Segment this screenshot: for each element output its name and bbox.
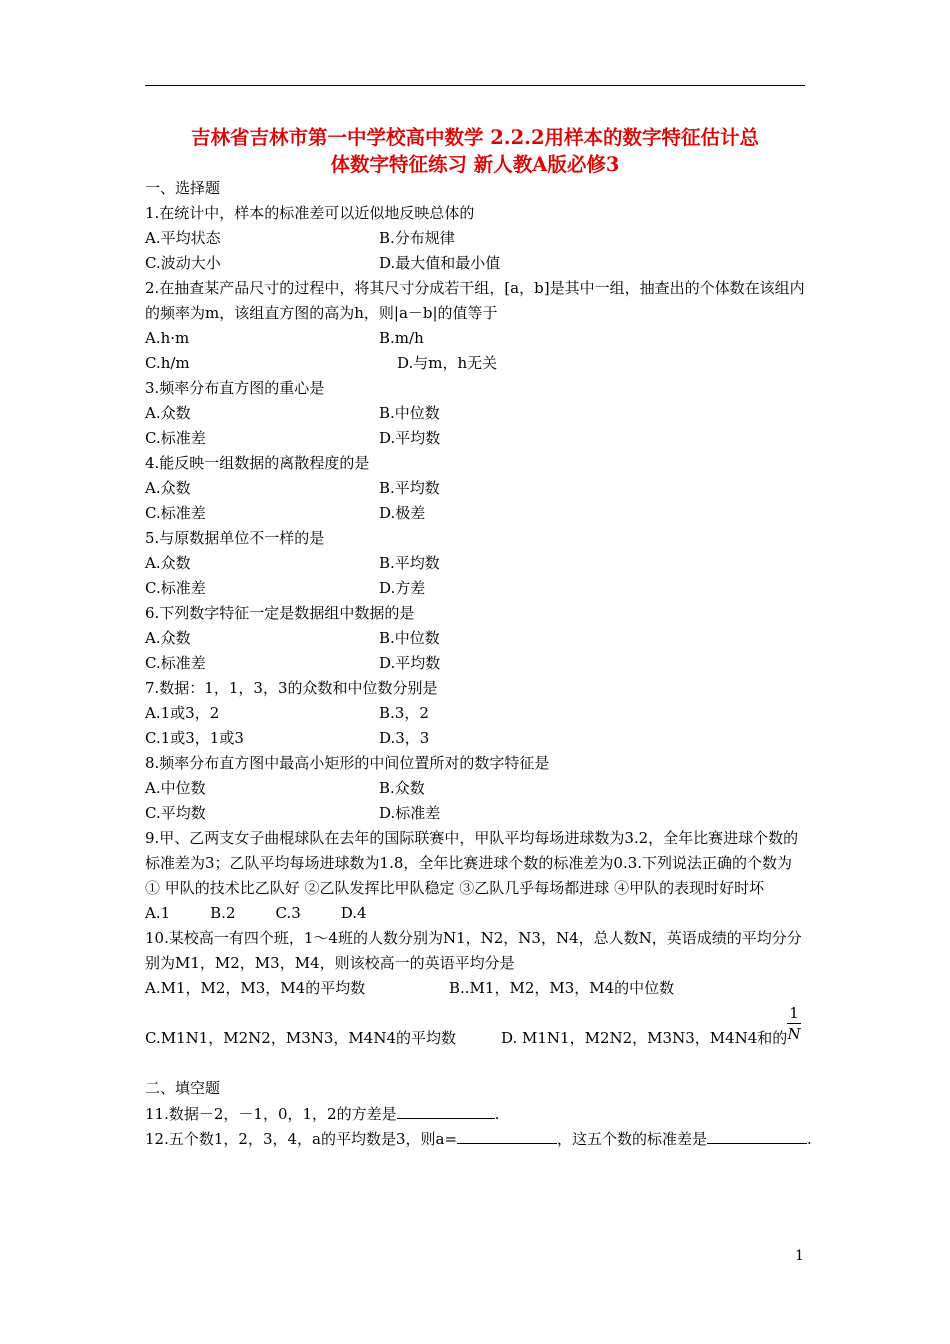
option-c: C.3 <box>275 904 301 922</box>
option-d: D.与m，h无关 <box>397 354 498 372</box>
section-heading-fill-in: 二、填空题 <box>145 1079 221 1097</box>
fraction-one-over-n <box>787 1004 801 1043</box>
document-title <box>130 124 820 178</box>
option-b: B.2 <box>210 904 236 922</box>
option-b: B..M1，M2，M3，M4的中位数 <box>449 979 675 997</box>
document-body <box>145 176 810 1151</box>
question-6-stem: 6.下列数字特征一定是数据组中数据的是 <box>145 604 415 622</box>
question-3-stem: 3.频率分布直方图的重心是 <box>145 379 325 397</box>
option-a: A.众数 <box>145 479 191 497</box>
option-d: D.平均数 <box>379 654 441 672</box>
answer-blank[interactable] <box>397 1101 495 1119</box>
header-rule <box>145 85 805 86</box>
option-a: A.h·m <box>145 329 190 347</box>
question-9-stem: 9.甲、乙两支女子曲棍球队在去年的国际联赛中，甲队平均每场进球数为3.2，全年比赛进球个数的标准差为3；乙队平均每场进球数为1.8，全年比赛进球个数的标准差为0.3.下列说法正确的个数为 <box>145 829 799 872</box>
option-b: B.中位数 <box>379 404 440 422</box>
page-number: 1 <box>795 1248 804 1264</box>
question-12-mid: ，这五个数的标准差是 <box>557 1130 708 1148</box>
option-c: C.h/m <box>145 354 190 372</box>
question-5-options-cd <box>145 576 810 601</box>
question-12 <box>145 1126 810 1151</box>
question-9-statements: ① 甲队的技术比乙队好 ②乙队发挥比甲队稳定 ③乙队几乎每场都进球 ④甲队的表现时好时坏 <box>145 879 765 897</box>
question-4-stem: 4.能反映一组数据的离散程度的是 <box>145 454 370 472</box>
question-11 <box>145 1101 810 1126</box>
option-b: B.3，2 <box>379 704 429 722</box>
option-c: C.波动大小 <box>145 254 221 272</box>
option-c: C.标准差 <box>145 504 206 522</box>
question-10-options-ab <box>145 976 810 1001</box>
option-d: D.平均数 <box>379 429 441 447</box>
question-7-options-ab <box>145 701 810 726</box>
option-d: D. M1N1，M2N2，M3N3，M4N4和的 <box>501 1029 788 1047</box>
question-12-end: . <box>807 1130 812 1148</box>
question-8-stem: 8.频率分布直方图中最高小矩形的中间位置所对的数字特征是 <box>145 754 550 772</box>
answer-blank-std[interactable] <box>707 1126 807 1144</box>
fraction-numerator: 1 <box>789 1004 799 1022</box>
question-3-options-ab <box>145 401 810 426</box>
question-2-stem: 2.在抽查某产品尺寸的过程中，将其尺寸分成若干组，[a，b]是其中一组，抽查出的个体数在该组内的频率为m，该组直方图的高为h，则|a－b|的值等于 <box>145 279 805 322</box>
option-b: B.众数 <box>379 779 425 797</box>
section-heading-choice: 一、选择题 <box>145 179 221 197</box>
answer-blank-a[interactable] <box>457 1126 557 1144</box>
option-b: B.中位数 <box>379 629 440 647</box>
option-c: C.标准差 <box>145 429 206 447</box>
question-7-options-cd <box>145 726 810 751</box>
option-d: D.标准差 <box>379 804 441 822</box>
question-5-stem: 5.与原数据单位不一样的是 <box>145 529 325 547</box>
question-10-stem: 10.某校高一有四个班，1～4班的人数分别为N1，N2，N3，N4，总人数N，英语成绩的平均分分别为M1，M2，M3，M4，则该校高一的英语平均分是 <box>145 929 802 972</box>
question-5-options-ab <box>145 551 810 576</box>
question-2-options-ab <box>145 326 810 351</box>
option-d: D.最大值和最小值 <box>379 254 501 272</box>
option-b: B.平均数 <box>379 554 440 572</box>
option-a: A.中位数 <box>145 779 206 797</box>
question-6-options-cd <box>145 651 810 676</box>
option-a: A.众数 <box>145 404 191 422</box>
question-11-end: . <box>494 1105 500 1123</box>
option-b: B.m/h <box>379 329 424 347</box>
option-c: C.平均数 <box>145 804 206 822</box>
option-c: C.M1N1，M2N2，M3N3，M4N4的平均数 <box>145 1029 456 1047</box>
option-d: D.方差 <box>379 579 426 597</box>
title-line-1: 吉林省吉林市第一中学校高中数学 2.2.2用样本的数字特征估计总 <box>190 126 760 149</box>
question-7-stem: 7.数据：1，1，3，3的众数和中位数分别是 <box>145 679 438 697</box>
question-4-options-ab <box>145 476 810 501</box>
option-a: A.平均状态 <box>145 229 221 247</box>
option-b: B.平均数 <box>379 479 440 497</box>
option-d: D.极差 <box>379 504 426 522</box>
question-9-options <box>145 901 810 926</box>
option-d: D.4 <box>340 904 367 922</box>
question-2-options-cd <box>145 351 810 376</box>
question-1-options-cd <box>145 251 810 276</box>
option-b: B.分布规律 <box>379 229 455 247</box>
question-6-options-ab <box>145 626 810 651</box>
option-a: A.众数 <box>145 629 191 647</box>
question-4-options-cd <box>145 501 810 526</box>
question-12-text: 12.五个数1，2，3，4，a的平均数是3，则a= <box>145 1130 458 1148</box>
option-a: A.1 <box>145 904 171 922</box>
option-c: C.标准差 <box>145 579 206 597</box>
title-line-2: 体数字特征练习 新人教A版必修3 <box>330 153 620 176</box>
question-8-options-ab <box>145 776 810 801</box>
option-a: A.M1，M2，M3，M4的平均数 <box>145 979 366 997</box>
question-8-options-cd <box>145 801 810 826</box>
fraction-denominator: N <box>787 1025 801 1043</box>
question-1-options-ab <box>145 226 810 251</box>
fraction-bar <box>787 1023 801 1024</box>
option-a: A.1或3，2 <box>145 704 220 722</box>
question-11-text: 11.数据－2，－1，0，1，2的方差是 <box>145 1105 397 1123</box>
question-1-stem: 1.在统计中，样本的标准差可以近似地反映总体的 <box>145 204 475 222</box>
option-c: C.1或3，1或3 <box>145 729 244 747</box>
question-10-options-cd <box>145 1001 810 1056</box>
spacer <box>145 1056 810 1076</box>
question-3-options-cd <box>145 426 810 451</box>
option-a: A.众数 <box>145 554 191 572</box>
option-c: C.标准差 <box>145 654 206 672</box>
option-d: D.3，3 <box>379 729 430 747</box>
